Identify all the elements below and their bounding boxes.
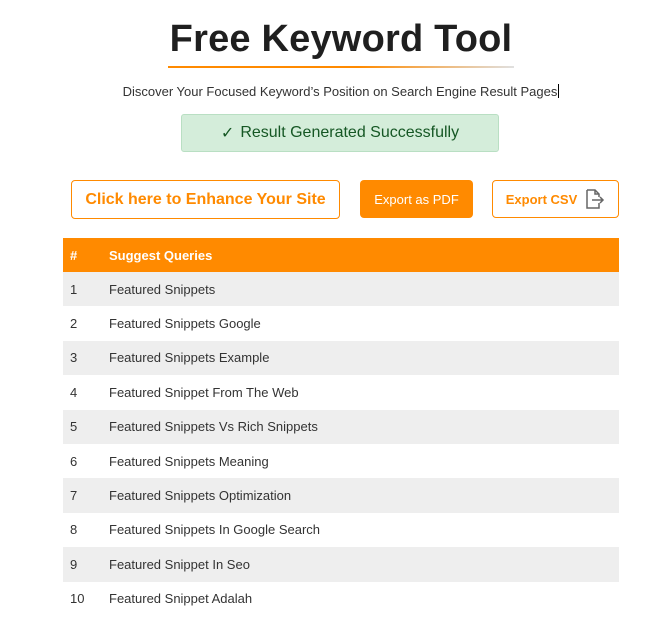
enhance-site-label: Click here to Enhance Your Site [85, 190, 326, 208]
check-icon: ✓ [220, 125, 235, 142]
success-alert [181, 114, 499, 152]
row-query: Featured Snippet Adalah [109, 591, 253, 607]
row-number: 5 [70, 419, 78, 435]
column-header-number: # [70, 247, 78, 263]
title-underline [168, 66, 514, 68]
file-export-icon [583, 188, 605, 210]
suggest-queries-table [63, 238, 619, 616]
export-pdf-label: Export as PDF [374, 191, 459, 207]
row-number: 4 [70, 384, 78, 400]
column-header-query: Suggest Queries [109, 247, 213, 263]
table-row [63, 306, 619, 340]
row-query: Featured Snippets Example [109, 350, 270, 366]
table-row [63, 547, 619, 581]
row-number: 8 [70, 522, 78, 538]
table-header-row [63, 238, 619, 272]
table-row [63, 341, 619, 375]
table-row [63, 272, 619, 306]
success-message: Result Generated Successfully [240, 124, 460, 141]
enhance-site-button[interactable] [71, 180, 340, 219]
row-number: 2 [70, 316, 78, 332]
subtitle-text: Discover Your Focused Keyword’s Position on Search Engine Result Pages [122, 84, 558, 99]
row-number: 6 [70, 453, 78, 469]
row-number: 3 [70, 350, 78, 366]
page-title: Free Keyword Tool [169, 18, 513, 60]
row-query: Featured Snippets In Google Search [109, 522, 321, 538]
page-subtitle [0, 84, 652, 99]
text-caret [558, 84, 559, 98]
row-query: Featured Snippets [109, 281, 216, 297]
row-number: 1 [70, 281, 78, 297]
table-row [63, 582, 619, 616]
table-row [63, 513, 619, 547]
row-query: Featured Snippets Vs Rich Snippets [109, 419, 318, 435]
row-number: 7 [70, 488, 78, 504]
row-query: Featured Snippets Meaning [109, 453, 269, 469]
row-query: Featured Snippets Optimization [109, 488, 292, 504]
table-row [63, 375, 619, 409]
row-number: 9 [70, 556, 78, 572]
row-query: Featured Snippet In Seo [109, 556, 250, 572]
export-csv-label: Export CSV [505, 191, 578, 207]
row-query: Featured Snippet From The Web [109, 384, 299, 400]
table-row [63, 478, 619, 512]
export-pdf-button[interactable] [360, 180, 473, 218]
row-number: 10 [70, 591, 85, 607]
table-row [63, 444, 619, 478]
export-csv-button[interactable] [492, 180, 619, 218]
row-query: Featured Snippets Google [109, 316, 261, 332]
table-row [63, 410, 619, 444]
